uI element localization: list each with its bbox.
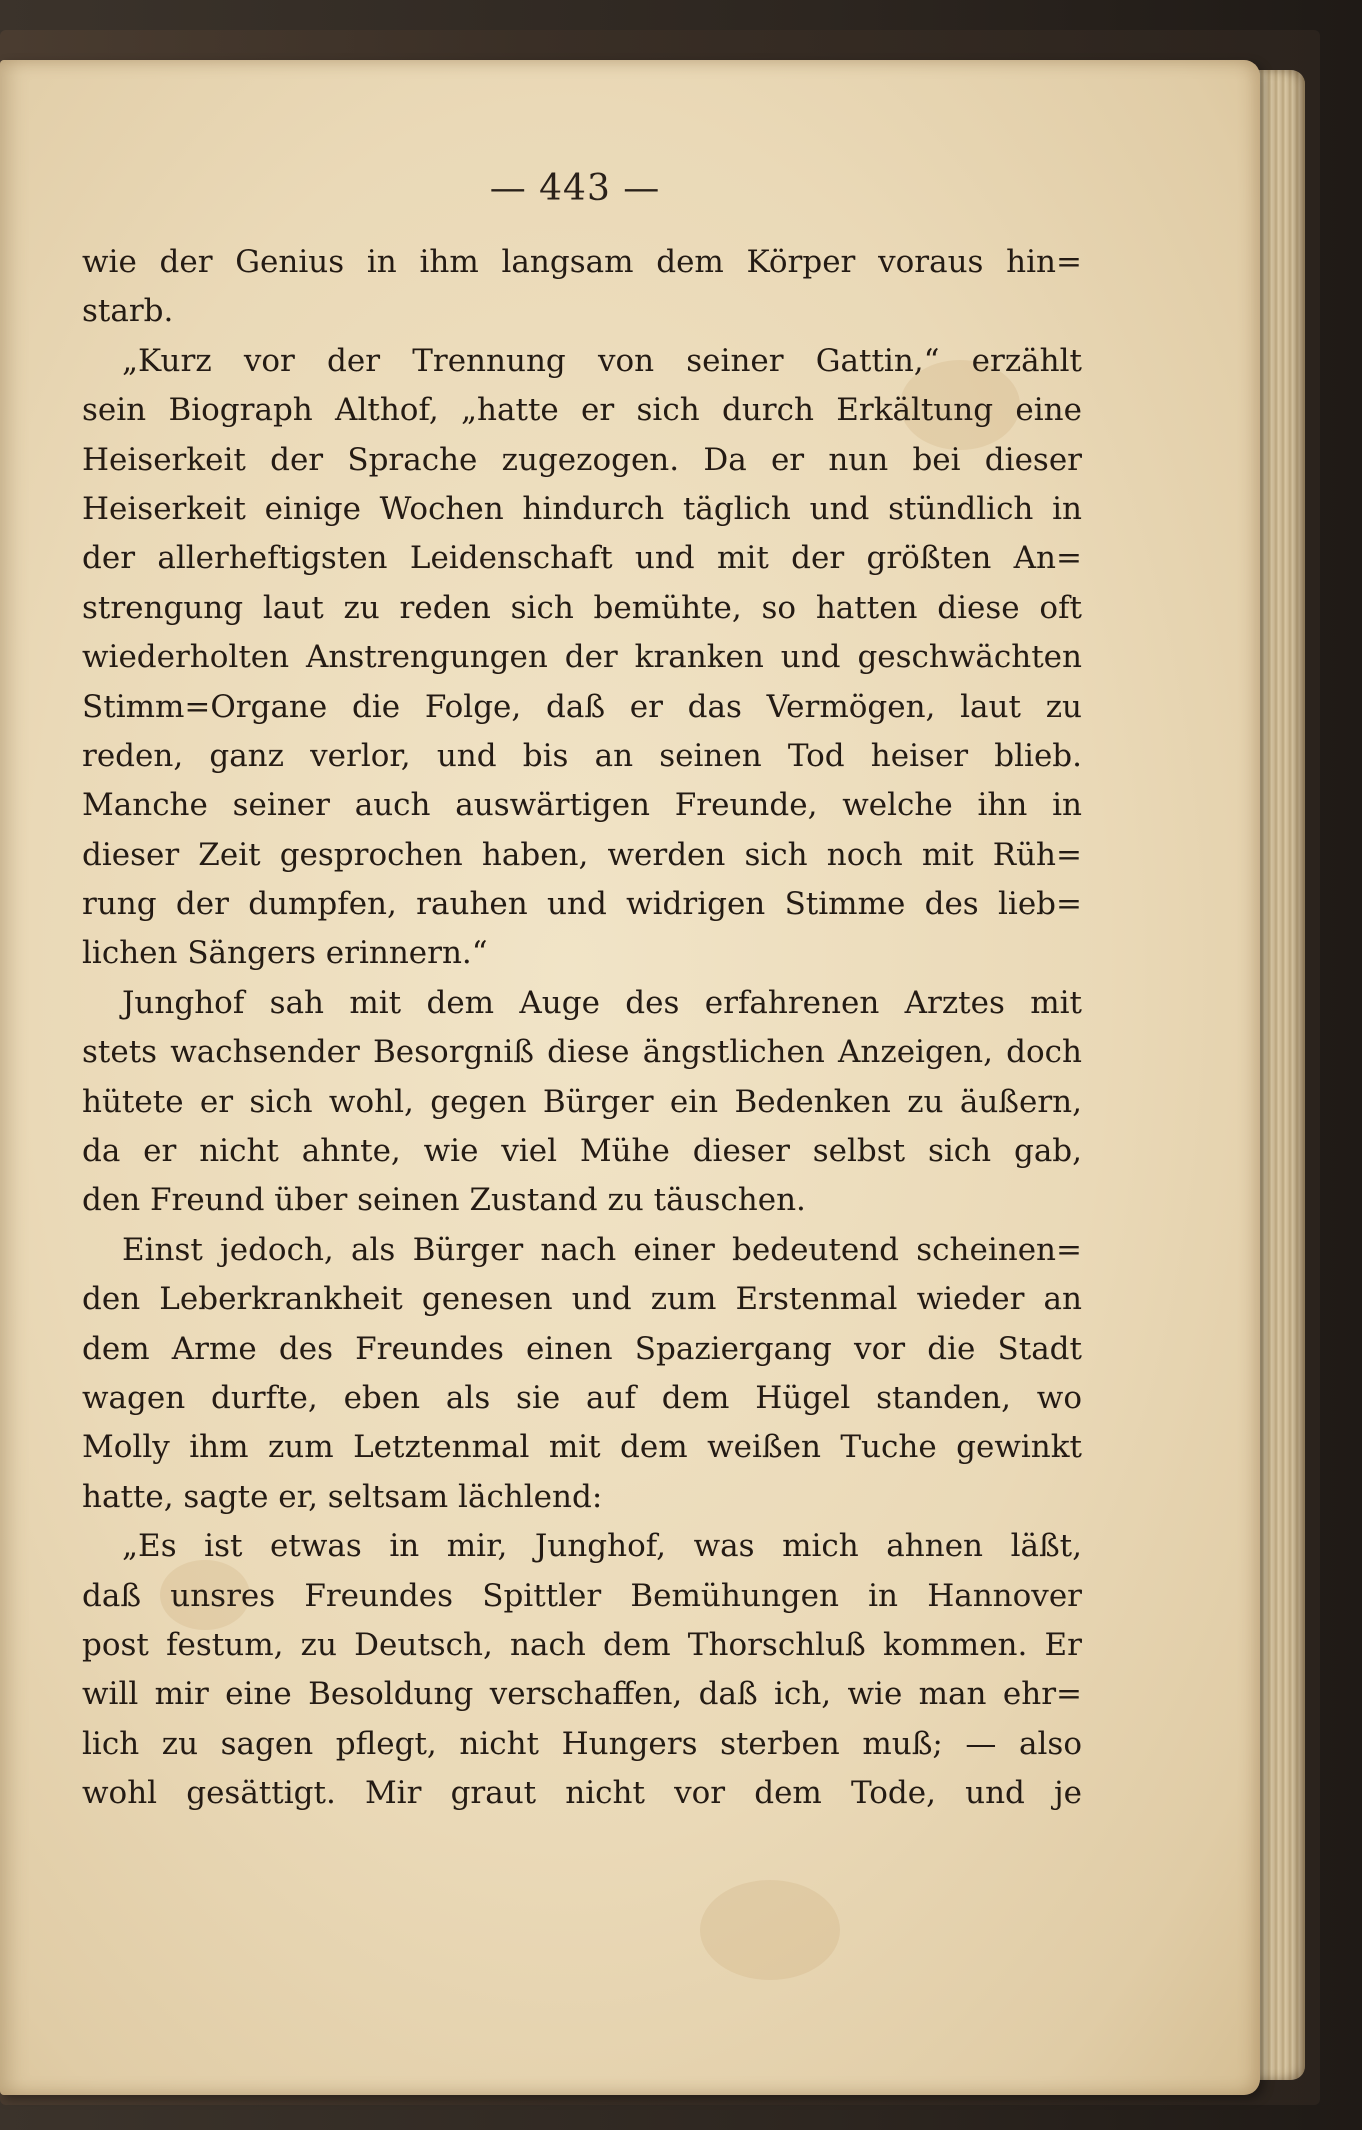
text-line: lich zu sagen pflegt, nicht Hungers sterben muß; — also	[82, 1725, 1082, 1762]
text-line: hatte, sagte er, seltsam lächlend:	[82, 1478, 603, 1515]
text-line: da er nicht ahnte, wie viel Mühe dieser selbst sich gab,	[82, 1133, 1082, 1170]
text-line: den Leberkrankheit genesen und zum Erstenmal wieder an	[82, 1281, 1082, 1318]
text-line: will mir eine Besoldung verschaffen, daß ich, wie man ehr=	[82, 1676, 1082, 1713]
text-line: wagen durfte, eben als sie auf dem Hügel standen, wo	[82, 1379, 1082, 1416]
text-line: stets wachsender Besorgniß diese ängstlichen Anzeigen, doch	[82, 1034, 1082, 1071]
text-line: Junghof sah mit dem Auge des erfahrenen Arztes mit	[122, 984, 1082, 1021]
text-line: sein Biograph Althof, „hatte er sich durch Erkältung eine	[82, 392, 1082, 429]
text-line: den Freund über seinen Zustand zu täuschen.	[82, 1182, 806, 1219]
book-page	[0, 60, 1260, 2095]
text-line: Heiserkeit einige Wochen hindurch täglich und stündlich in	[82, 490, 1082, 527]
text-line: dem Arme des Freundes einen Spaziergang vor die Stadt	[82, 1330, 1082, 1367]
text-line: strengung laut zu reden sich bemühte, so hatten diese oft	[82, 589, 1082, 626]
text-line: starb.	[82, 293, 174, 330]
text-line: Heiserkeit der Sprache zugezogen. Da er nun bei dieser	[82, 441, 1082, 478]
text-line: Einst jedoch, als Bürger nach einer bedeutend scheinen=	[122, 1231, 1082, 1268]
text-line: post festum, zu Deutsch, nach dem Thorschluß kommen. Er	[82, 1626, 1082, 1663]
text-line: wiederholten Anstrengungen der kranken und geschwächten	[82, 639, 1082, 676]
page-number: — 443 —	[489, 168, 661, 209]
text-line: „Kurz vor der Trennung von seiner Gattin,“ erzählt	[122, 342, 1082, 379]
text-line: der allerheftigsten Leidenschaft und mit der größten An=	[82, 540, 1082, 577]
body-text	[82, 238, 1082, 1819]
text-line: hütete er sich wohl, gegen Bürger ein Bedenken zu äußern,	[82, 1083, 1082, 1120]
text-line: „Es ist etwas in mir, Junghof, was mich ahnen läßt,	[122, 1528, 1082, 1565]
foxing-spot	[700, 1880, 840, 1980]
text-line: wohl gesättigt. Mir graut nicht vor dem Tode, und je	[82, 1775, 1082, 1812]
text-line: wie der Genius in ihm langsam dem Körper voraus hin=	[82, 244, 1082, 280]
text-line: Manche seiner auch auswärtigen Freunde, welche ihn in	[82, 787, 1082, 824]
text-line: daß unsres Freundes Spittler Bemühungen in Hannover	[82, 1577, 1082, 1614]
text-line: lichen Sängers erinnern.“	[82, 935, 488, 972]
text-line: Stimm=Organe die Folge, daß er das Vermögen, laut zu	[82, 688, 1082, 725]
text-line: dieser Zeit gesprochen haben, werden sich noch mit Rüh=	[82, 836, 1082, 873]
text-line: Molly ihm zum Letztenmal mit dem weißen Tuche gewinkt	[82, 1429, 1082, 1466]
text-line: rung der dumpfen, rauhen und widrigen Stimme des lieb=	[82, 886, 1082, 923]
text-line: reden, ganz verlor, und bis an seinen Tod heiser blieb.	[82, 737, 1082, 774]
